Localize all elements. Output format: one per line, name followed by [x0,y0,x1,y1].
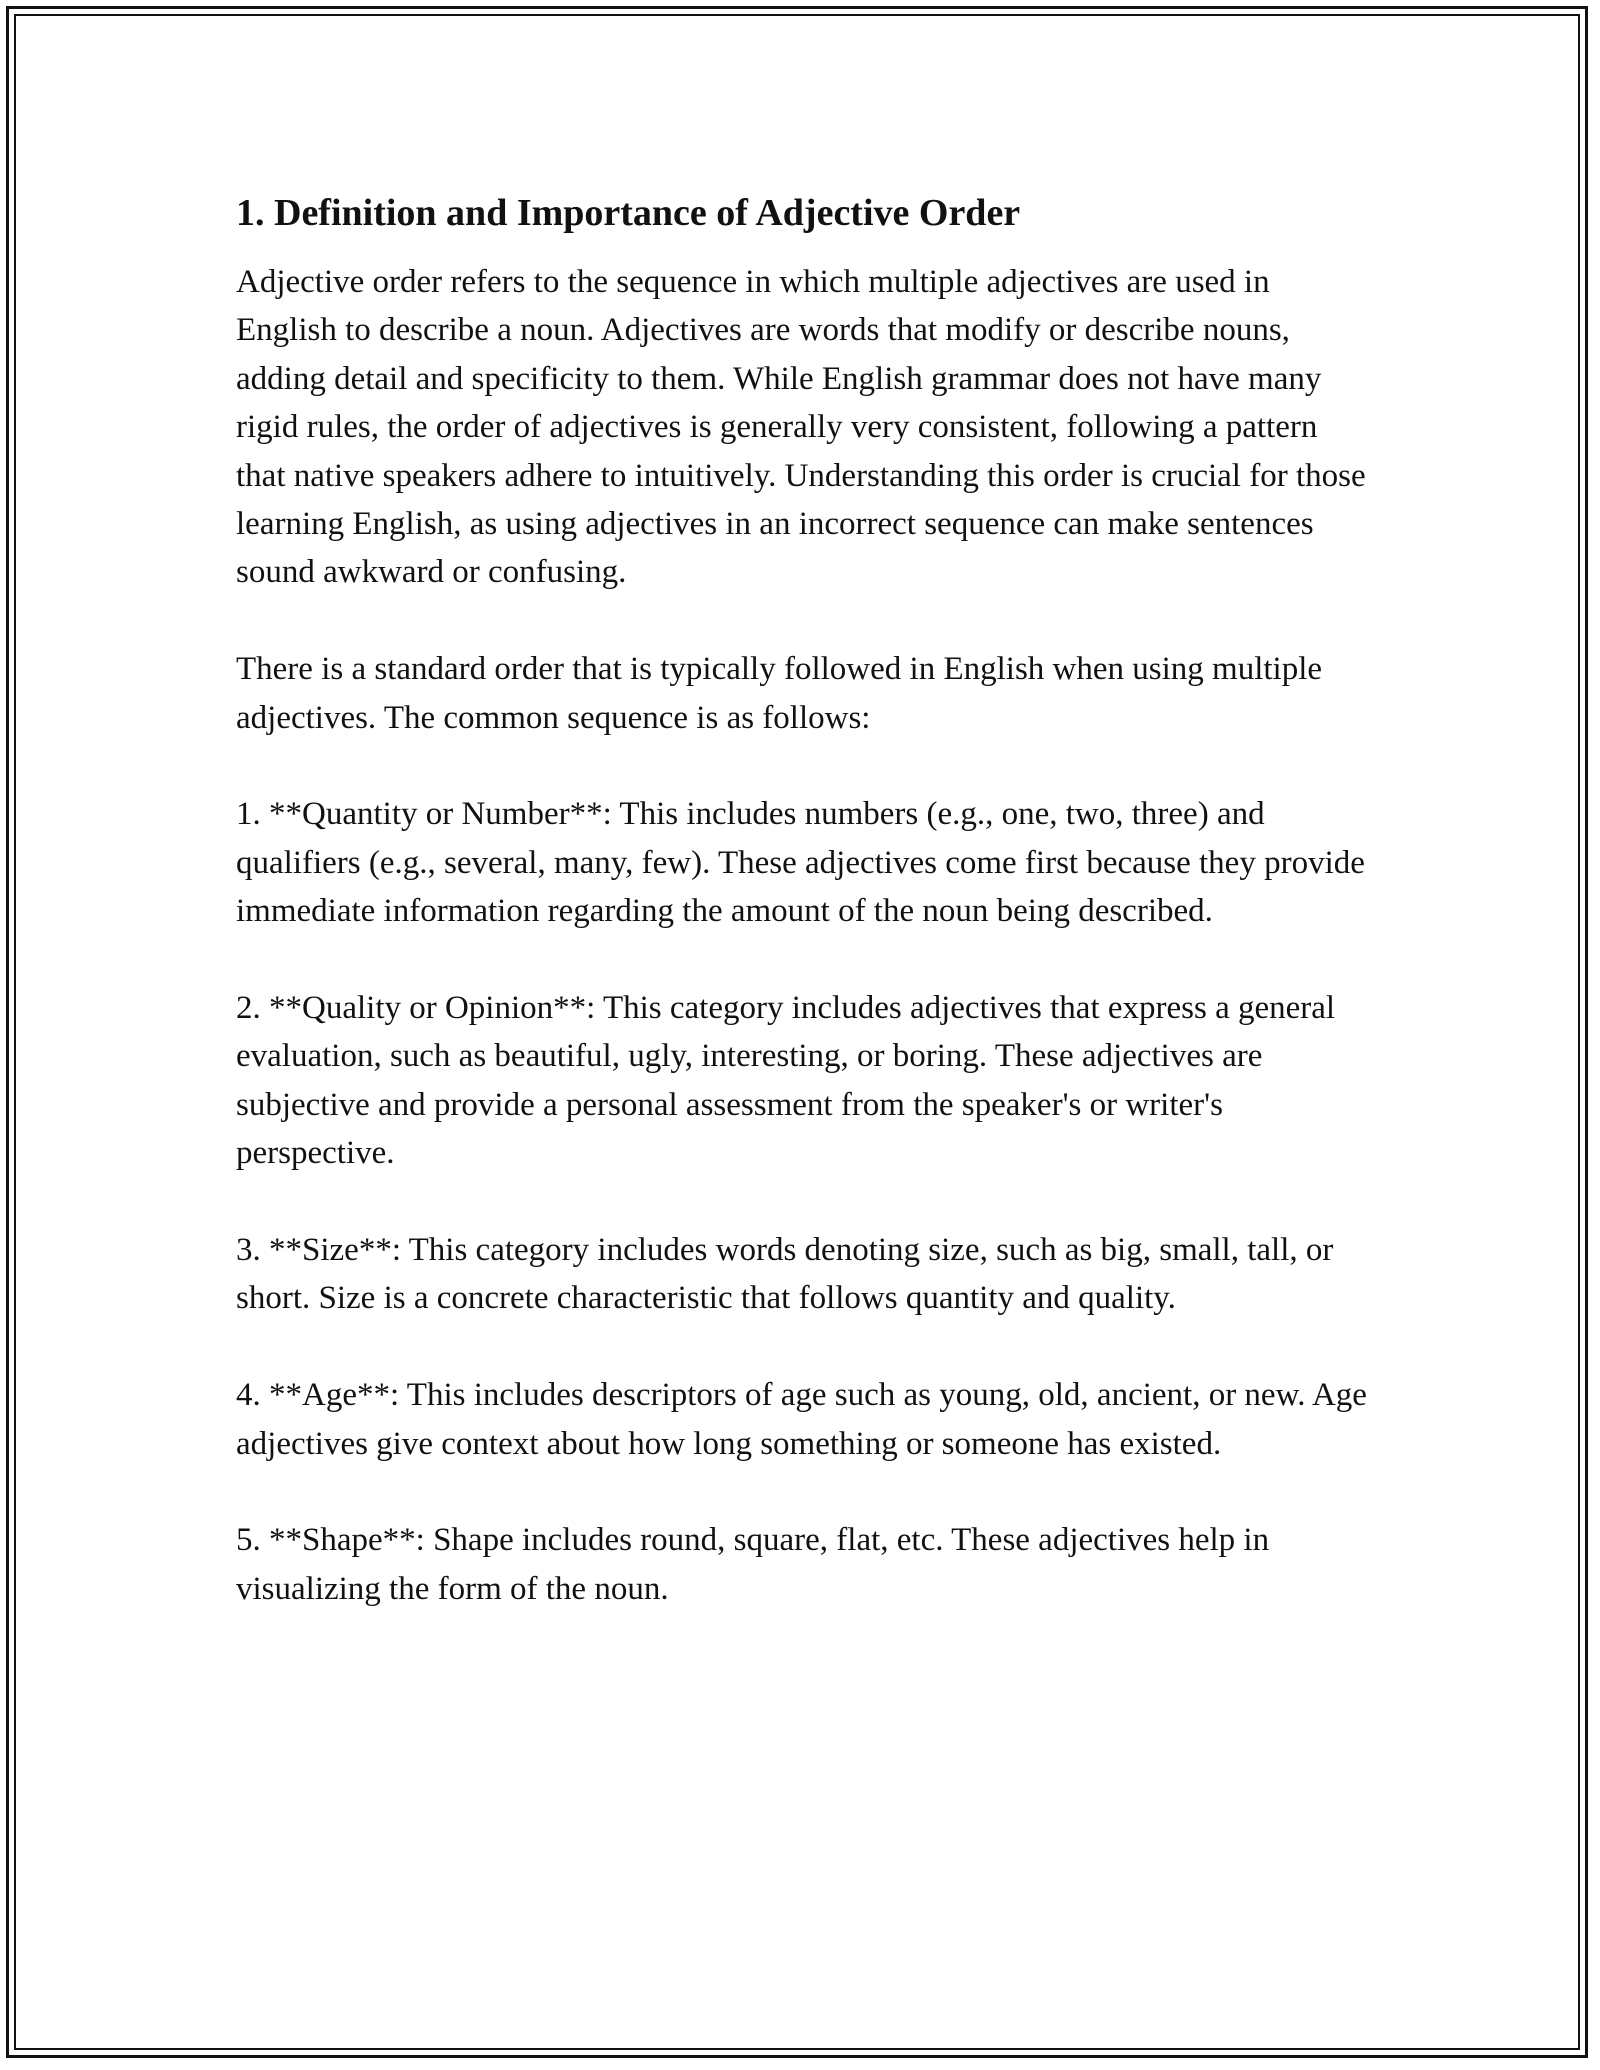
list-item-quantity: 1. **Quantity or Number**: This includes numbers (e.g., one, two, three) and qualifiers (e.g., several, many, few). These adjectives come first because they provide immediate information regarding the amount of the noun being described. [236,796,1365,930]
list-item-quality: 2. **Quality or Opinion**: This category includes adjectives that express a general evaluation, such as beautiful, ugly, interesting, or boring. These adjectives are subjective and provide a personal assessment from the speaker's or writer's perspective. [236,990,1336,1172]
document-body [236,186,1370,1613]
paragraph-standard-order: There is a standard order that is typically followed in English when using multiple adjectives. The common sequence is as follows: [236,651,1323,736]
section-heading: 1. Definition and Importance of Adjective Order [236,192,1021,234]
list-item-shape: 5. **Shape**: Shape includes round, square, flat, etc. These adjectives help in visualizing the form of the noun. [236,1522,1270,1607]
paragraph-definition: Adjective order refers to the sequence in which multiple adjectives are used in English to describe a noun. Adjectives are words that modify or describe nouns, adding detail and specificity to them. While English grammar does not have many rigid rules, the order of adjectives is generally very consistent, following a pattern that native speakers adhere to intuitively. Understanding this order is crucial for those learning English, as using adjectives in an incorrect sequence can make sentences sound awkward or confusing. [236,264,1366,591]
list-item-age: 4. **Age**: This includes descriptors of age such as young, old, ancient, or new. Age adjectives give context about how long something or someone has existed. [236,1377,1367,1462]
list-item-size: 3. **Size**: This category includes words denoting size, such as big, small, tall, or short. Size is a concrete characteristic that follows quantity and quality. [236,1232,1334,1317]
